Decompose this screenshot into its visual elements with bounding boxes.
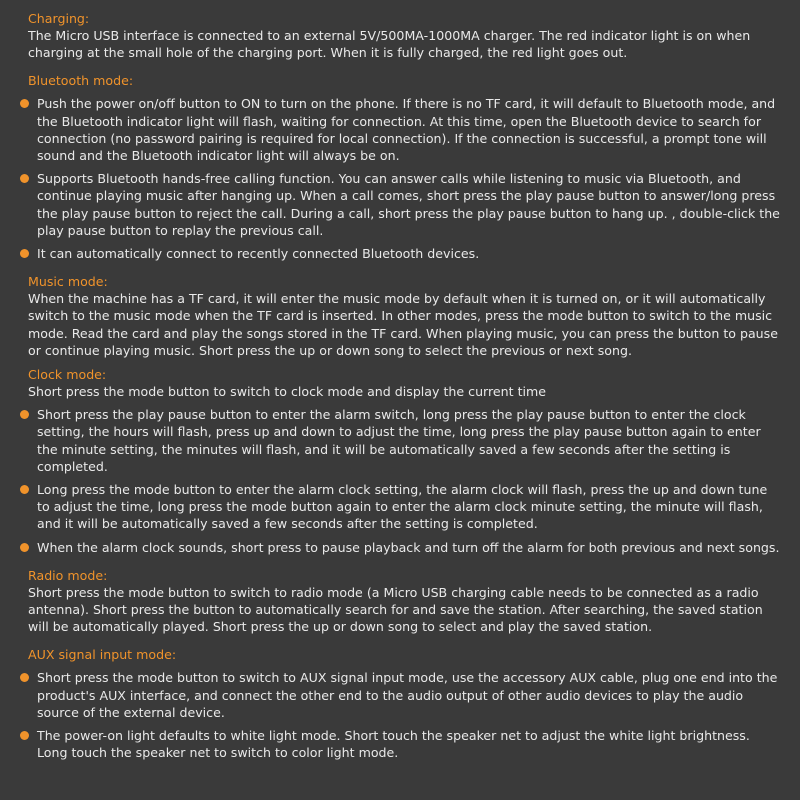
section-radio-mode [20, 567, 780, 636]
section-bluetooth-mode [20, 72, 780, 262]
list-item-text: Push the power on/off button to ON to turn on the phone. If there is no TF card, it will default to Bluetooth mode, and the Bluetooth indicator light will flash, waiting for connection. At this time, open the Bluetooth device to search for connection (no password pairing is required for local connection). If the connection is successful, a prompt tone will sound and the Bluetooth indicator light will always be on. [37, 96, 776, 164]
bullet-dot-icon [20, 731, 29, 740]
section-music-mode [20, 273, 780, 359]
list-item-text: Long press the mode button to enter the alarm clock setting, the alarm clock will flash, press the up and down tune to adjust the time, long press the mode button again to enter the alarm clock minute setting, the minute will flash, and it will be automatically saved a few seconds after the setting is completed. [37, 482, 768, 532]
section-heading: Charging: [28, 11, 90, 26]
bullet-dot-icon [20, 485, 29, 494]
section-aux-signal-input-mode [20, 646, 780, 761]
section-paragraph: The Micro USB interface is connected to an external 5V/500MA-1000MA charger. The red indicator light is on when charging at the small hole of the charging port. When it is fully charged, the red light goes out. [28, 28, 751, 61]
bullet-dot-icon [20, 174, 29, 183]
list-item-text: The power-on light defaults to white light mode. Short touch the speaker net to adjust the white light brightness. Long touch the speaker net to switch to color light mode. [37, 728, 750, 761]
list-item [20, 533, 780, 556]
list-item-text: Short press the mode button to switch to AUX signal input mode, use the accessory AUX cable, plug one end into the product's AUX interface, and connect the other end to the audio output of other audio devices to play the audio source of the external device. [37, 670, 778, 720]
list-item [20, 239, 780, 262]
list-item [20, 89, 780, 164]
list-item [20, 400, 780, 475]
section-heading: Radio mode: [28, 567, 108, 583]
bullet-dot-icon [20, 249, 29, 258]
section-paragraph: Short press the mode button to switch to radio mode (a Micro USB charging cable needs to be connected as a radio antenna). Short press the button to automatically search for and save the station. After searching, the saved station will be automatically played. Short press the up or down song to select and play the saved station. [28, 584, 763, 635]
list-item [20, 663, 780, 721]
section-paragraph: When the machine has a TF card, it will enter the music mode by default when it is turned on, or it will automatically switch to the music mode when the TF card is inserted. In other modes, press the mode button to switch to the music mode. Read the card and play the songs stored in the TF card. When playing music, you can press the button to pause or continue playing music. Short press the up or down song to select the previous or next song. [28, 291, 778, 358]
list-item [20, 164, 780, 239]
list-item [20, 475, 780, 533]
section-heading: Music mode: [28, 274, 108, 290]
bullet-dot-icon [20, 673, 29, 682]
bullet-dot-icon [20, 410, 29, 419]
list-item-text: It can automatically connect to recently connected Bluetooth devices. [37, 246, 480, 262]
section-clock-mode [20, 366, 780, 556]
list-item-text: Supports Bluetooth hands-free calling function. You can answer calls while listening to music via Bluetooth, and continue playing music after hanging up. When a call comes, short press the play pause button to answer/long press the play pause button to reject the call. During a call, short press the play pause button to hang up. , double-click the play pause button to replay the previous call. [37, 171, 780, 238]
bullet-dot-icon [20, 543, 29, 552]
list-item-text: When the alarm clock sounds, short press to pause playback and turn off the alarm for both previous and next songs. [37, 539, 780, 555]
section-heading: Bluetooth mode: [28, 73, 134, 89]
bullet-dot-icon [20, 99, 29, 108]
list-item [20, 721, 780, 761]
section-charging [20, 10, 780, 61]
list-item-text: Short press the play pause button to enter the alarm switch, long press the play pause button to enter the clock setting, the hours will flash, press up and down to adjust the time, long press the play pause button again to enter the minute setting, the minutes will flash, and it will be automatically saved a few seconds after the setting is completed. [37, 407, 761, 474]
section-heading: AUX signal input mode: [28, 647, 177, 663]
section-paragraph: Short press the mode button to switch to clock mode and display the current time [28, 384, 547, 400]
section-heading: Clock mode: [28, 367, 107, 383]
